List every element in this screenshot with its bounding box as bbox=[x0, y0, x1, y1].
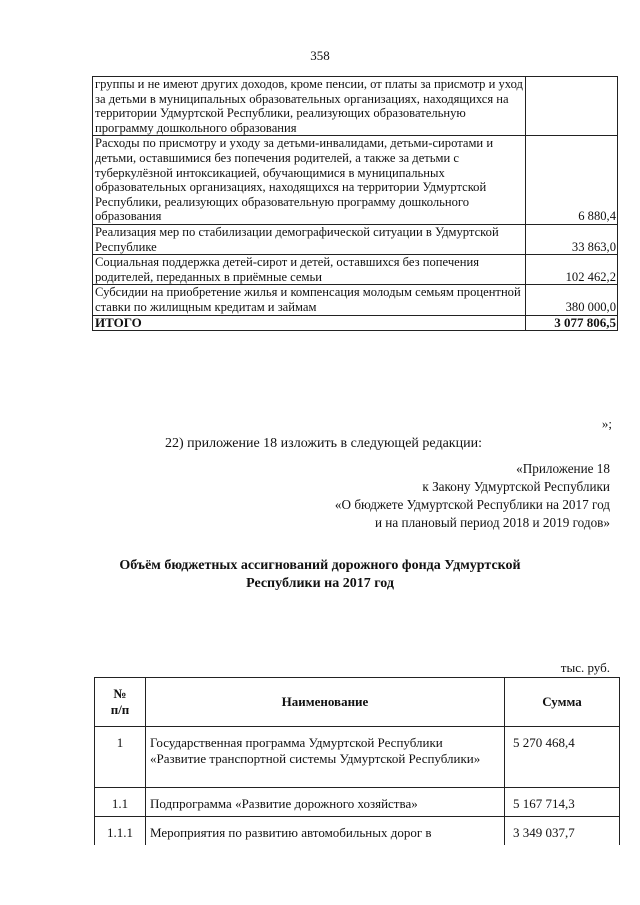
row-name: Мероприятия по развитию автомобильных дорог в bbox=[146, 817, 505, 846]
table-row bbox=[95, 788, 620, 817]
header-row bbox=[95, 678, 620, 727]
header-num bbox=[95, 678, 146, 727]
row-name: Реализация мер по стабилизации демографической ситуации в Удмуртской Республике bbox=[93, 224, 526, 254]
row-sum: 6 880,4 bbox=[526, 136, 618, 225]
page-number: 358 bbox=[310, 48, 330, 63]
row-name: Расходы по присмотру и уходу за детьми-инвалидами, детьми-сиротами и детьми, оставшимися без попечения родителей, а также за детьми с туберкулёзной интоксикацией, обучающимися в муниципальных образовательных организациях, находящихся на территории Удмуртской Республики, реализующих образовательную программу дошкольного образования bbox=[93, 136, 526, 225]
row-name: Социальная поддержка детей-сирот и детей, оставшихся без попечения родителей, переданных в приёмные семьи bbox=[93, 255, 526, 285]
table-row bbox=[93, 255, 618, 285]
closing-quote: »; bbox=[601, 416, 612, 431]
header-num-line: № bbox=[113, 686, 127, 701]
row-name: Субсидии на приобретение жилья и компенсация молодым семьям процентной ставки по жилищным кредитам и займам bbox=[93, 285, 526, 315]
document-title bbox=[0, 557, 640, 593]
header-num-line: п/п bbox=[110, 702, 130, 717]
amendment-text: 22) приложение 18 изложить в следующей редакции: bbox=[165, 436, 482, 451]
table-row bbox=[95, 727, 620, 788]
table-row bbox=[93, 224, 618, 254]
row-sum: 5 167 714,3 bbox=[505, 788, 620, 817]
road-fund-table bbox=[94, 677, 620, 845]
row-num: 1 bbox=[95, 727, 146, 788]
table-row bbox=[93, 285, 618, 315]
row-sum: 3 349 037,7 bbox=[505, 817, 620, 846]
units-label: тыс. руб. bbox=[560, 660, 610, 675]
row-name: Подпрограмма «Развитие дорожного хозяйства» bbox=[146, 788, 505, 817]
row-sum bbox=[526, 77, 618, 136]
appendix-header bbox=[335, 460, 610, 532]
row-sum: 102 462,2 bbox=[526, 255, 618, 285]
total-label: ИТОГО bbox=[93, 315, 526, 331]
appendix-line: «О бюджете Удмуртской Республики на 2017 год bbox=[334, 497, 610, 512]
row-sum: 5 270 468,4 bbox=[505, 727, 620, 788]
table-row bbox=[95, 817, 620, 846]
appendix-line: к Закону Удмуртской Республики bbox=[422, 479, 610, 494]
row-sum: 33 863,0 bbox=[526, 224, 618, 254]
title-line: Объём бюджетных ассигнований дорожного фонда Удмуртской bbox=[119, 558, 521, 573]
row-num: 1.1.1 bbox=[95, 817, 146, 846]
header-sum: Сумма bbox=[505, 678, 620, 727]
title-line: Республики на 2017 год bbox=[246, 576, 394, 591]
appendix-line: и на плановый период 2018 и 2019 годов» bbox=[374, 515, 610, 530]
budget-continuation-table bbox=[92, 76, 618, 331]
header-name: Наименование bbox=[146, 678, 505, 727]
table-row bbox=[93, 77, 618, 136]
total-row bbox=[93, 315, 618, 331]
row-name: группы и не имеют других доходов, кроме пенсии, от платы за присмотр и уход за детьми в муниципальных образовательных организациях, находящихся на территории Удмуртской Республики, реализующих образовательную программу дошкольного образования bbox=[93, 77, 526, 136]
row-num: 1.1 bbox=[95, 788, 146, 817]
table-row bbox=[93, 136, 618, 225]
row-name: Государственная программа Удмуртской Республики «Развитие транспортной системы Удмуртской Республики» bbox=[146, 727, 505, 788]
total-sum: 3 077 806,5 bbox=[526, 315, 618, 331]
appendix-line: «Приложение 18 bbox=[516, 461, 610, 476]
row-sum: 380 000,0 bbox=[526, 285, 618, 315]
